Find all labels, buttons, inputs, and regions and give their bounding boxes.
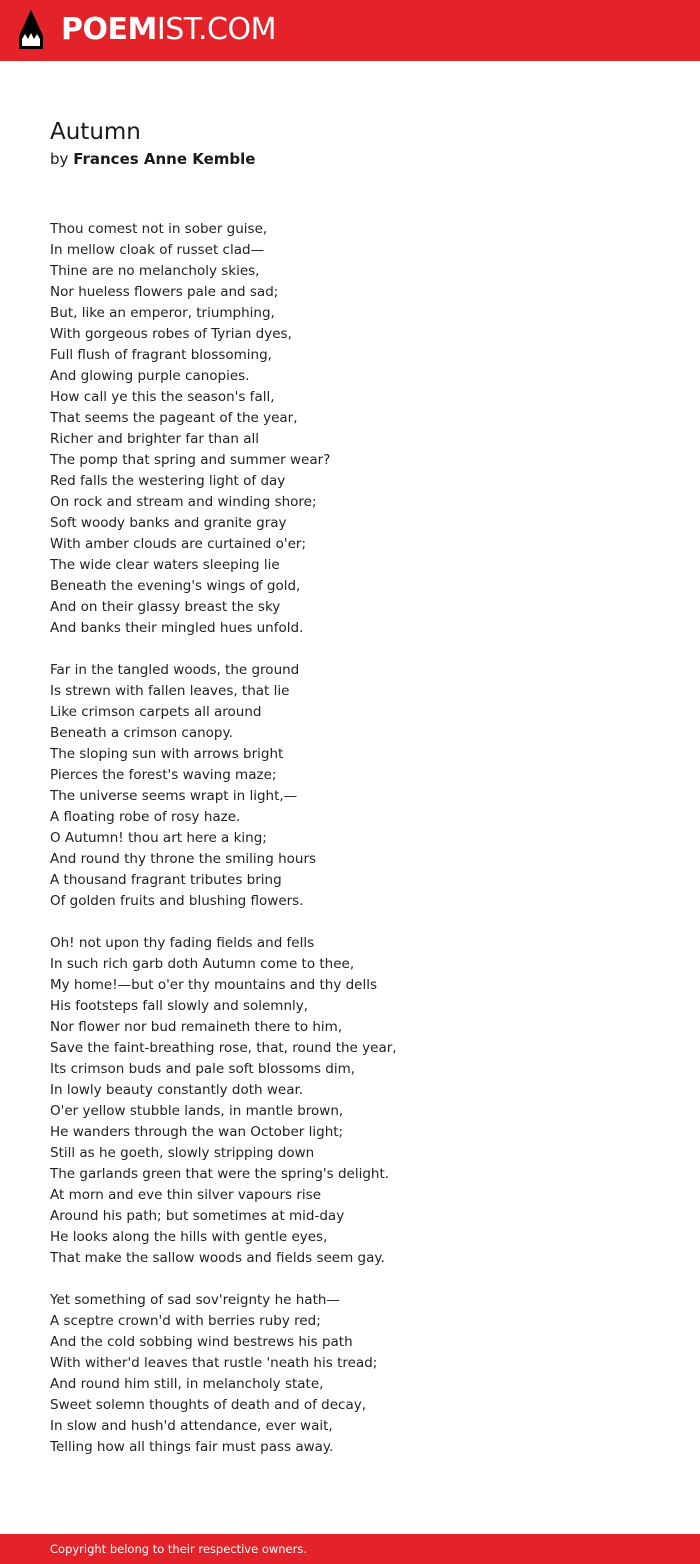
poem-line: The wide clear waters sleeping lie [50,557,280,573]
site-logo[interactable] [61,12,276,48]
poem-line: The garlands green that were the spring's delight. [50,1166,390,1182]
poem-line: And round thy throne the smiling hours [50,851,317,867]
poem-stanza [50,219,670,639]
poem-line: The pomp that spring and summer wear? [50,452,331,468]
poem-line: Beneath the evening's wings of gold, [50,578,301,594]
copyright-text: Copyright belong to their respective owners. [50,1542,308,1556]
poem-line: Sweet solemn thoughts of death and of decay, [50,1397,366,1413]
poem-body [50,219,670,1479]
poem-line: Pierces the forest's waving maze; [50,767,277,783]
poem-line: Its crimson buds and pale soft blossoms dim, [50,1061,356,1077]
poem-line: But, like an emperor, triumphing, [50,305,275,321]
poem-line: Is strewn with fallen leaves, that lie [50,683,290,699]
poem-line: Full flush of fragrant blossoming, [50,347,272,363]
poem-line: Richer and brighter far than all [50,431,259,447]
poem-line: In mellow cloak of russet clad— [50,242,265,258]
poem-line: And banks their mingled hues unfold. [50,620,304,636]
author-name: Frances Anne Kemble [73,150,256,168]
poem-line: Like crimson carpets all around [50,704,262,720]
poem-line: O'er yellow stubble lands, in mantle brown, [50,1103,344,1119]
poem-line: Save the faint-breathing rose, that, round the year, [50,1040,397,1056]
poem-line: My home!—but o'er thy mountains and thy dells [50,977,378,993]
site-header [0,0,700,61]
poem-line: That make the sallow woods and fields seem gay. [50,1250,385,1266]
poem-line: Thou comest not in sober guise, [50,221,268,237]
poem-line: His footsteps fall slowly and solemnly, [50,998,309,1014]
poem-line: With gorgeous robes of Tyrian dyes, [50,326,292,342]
poem-line: With wither'd leaves that rustle 'neath his tread; [50,1355,378,1371]
poem-line: A sceptre crown'd with berries ruby red; [50,1313,321,1329]
poem-line: A thousand fragrant tributes bring [50,872,282,888]
logo-text-light: IST.COM [156,12,276,47]
poem-line: Of golden fruits and blushing flowers. [50,893,304,909]
poem-line: In slow and hush'd attendance, ever wait, [50,1418,333,1434]
poem-line: How call ye this the season's fall, [50,389,275,405]
poem-line: Telling how all things fair must pass away. [50,1439,334,1455]
poem-line: The sloping sun with arrows bright [50,746,284,762]
poem-line: That seems the pageant of the year, [50,410,298,426]
poem-line: Yet something of sad sov'reignty he hath— [50,1292,340,1308]
poem-stanza [50,660,670,912]
poem-line: And round him still, in melancholy state, [50,1376,324,1392]
poem-line: The universe seems wrapt in light,— [50,788,298,804]
poem-stanza [50,933,670,1269]
poem-line: And the cold sobbing wind bestrews his path [50,1334,353,1350]
poem-line: Soft woody banks and granite gray [50,515,287,531]
poem-line: Around his path; but sometimes at mid-day [50,1208,345,1224]
poem-line: Red falls the westering light of day [50,473,286,489]
byline-prefix: by [50,150,69,168]
poem-line: He wanders through the wan October light; [50,1124,344,1140]
poem-line: With amber clouds are curtained o'er; [50,536,307,552]
pencil-icon[interactable] [18,9,44,52]
poem-line: Beneath a crimson canopy. [50,725,233,741]
poem-line: Nor hueless flowers pale and sad; [50,284,279,300]
poem-line: Thine are no melancholy skies, [50,263,260,279]
site-footer [0,1534,700,1564]
byline [50,148,255,170]
poem-line: And glowing purple canopies. [50,368,250,384]
poem-line: He looks along the hills with gentle eyes, [50,1229,328,1245]
poem-line: A floating robe of rosy haze. [50,809,241,825]
poem-title: Autumn [50,119,141,145]
logo-text-bold: POEM [61,12,157,47]
poem-line: Oh! not upon thy fading fields and fells [50,935,315,951]
poem-stanza [50,1290,670,1458]
poem-line: And on their glassy breast the sky [50,599,281,615]
poem-line: At morn and eve thin silver vapours rise [50,1187,322,1203]
poem-line: In such rich garb doth Autumn come to thee, [50,956,355,972]
poem-line: O Autumn! thou art here a king; [50,830,267,846]
poem-line: On rock and stream and winding shore; [50,494,317,510]
poem-line: Nor flower nor bud remaineth there to him, [50,1019,343,1035]
poem-line: In lowly beauty constantly doth wear. [50,1082,304,1098]
poem-line: Still as he goeth, slowly stripping down [50,1145,315,1161]
poem-line: Far in the tangled woods, the ground [50,662,300,678]
